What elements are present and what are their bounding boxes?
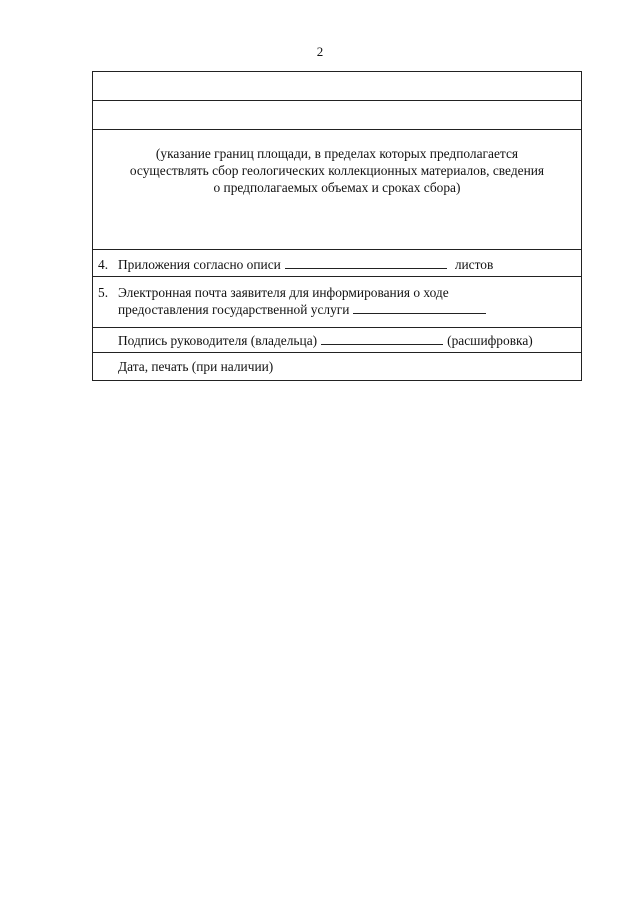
attachments-sheets-field[interactable] bbox=[285, 256, 447, 269]
area-description-line-2: осуществлять сбор геологических коллекционных материалов, сведения bbox=[129, 163, 545, 178]
attachments-suffix: листов bbox=[454, 257, 494, 272]
email-line-1 bbox=[98, 284, 581, 301]
blank-row-2 bbox=[93, 101, 581, 130]
page-number: 2 bbox=[316, 44, 324, 59]
date-row bbox=[93, 353, 581, 380]
attachments-row bbox=[93, 250, 581, 277]
signature-suffix: (расшифровка) bbox=[447, 333, 533, 348]
signature-field[interactable] bbox=[321, 332, 443, 345]
signature-label: Подпись руководителя (владельца) bbox=[118, 333, 318, 348]
email-label-2: предоставления государственной услуги bbox=[118, 302, 350, 317]
area-description-row bbox=[93, 130, 581, 250]
email-line-2 bbox=[98, 301, 581, 318]
signature-row bbox=[93, 328, 581, 353]
area-description-line-1: (указание границ площади, в пределах которых предполагается bbox=[155, 146, 519, 161]
attachments-number: 4. bbox=[98, 257, 109, 272]
application-form-table bbox=[92, 71, 582, 381]
email-row bbox=[93, 277, 581, 328]
attachments-label: Приложения согласно описи bbox=[118, 257, 281, 272]
email-number: 5. bbox=[98, 285, 109, 300]
area-description-line-3: о предполагаемых объемах и сроках сбора) bbox=[213, 180, 461, 195]
blank-row-1 bbox=[93, 72, 581, 101]
email-field[interactable] bbox=[353, 301, 486, 314]
email-label-1: Электронная почта заявителя для информирования о ходе bbox=[118, 285, 449, 300]
date-label: Дата, печать (при наличии) bbox=[118, 359, 274, 374]
